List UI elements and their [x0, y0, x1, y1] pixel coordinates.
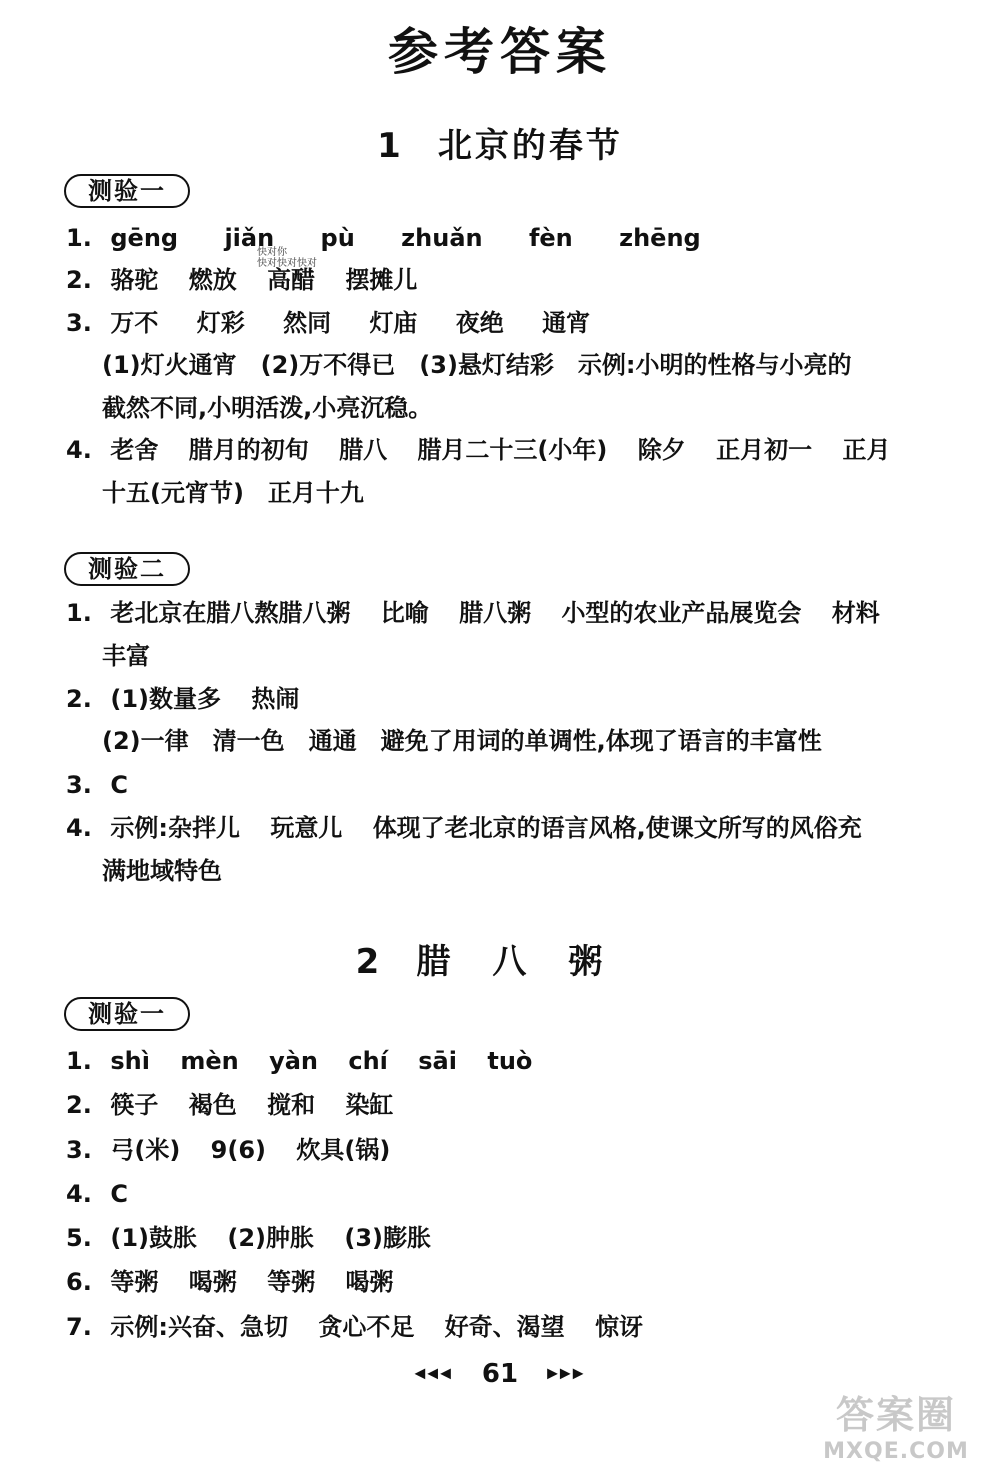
answer-item: 染缸: [345, 1091, 394, 1119]
answer-item: 喝粥: [188, 1268, 237, 1296]
answer-row: [66, 1089, 393, 1121]
answer-item: 示例:杂拌儿: [110, 814, 240, 842]
answer-item: 骆驼: [110, 266, 159, 294]
answer-item: 喝粥: [345, 1268, 394, 1296]
answer-row-continued: 丰富: [102, 642, 150, 670]
answer-item: C: [110, 1180, 128, 1208]
answer-item: zhēng: [619, 224, 701, 252]
answer-row: [66, 1134, 390, 1166]
answer-row-continued: 十五(元宵节) 正月十九: [102, 479, 364, 507]
answer-item: 炊具(锅): [296, 1136, 391, 1164]
answer-row: [66, 434, 890, 466]
page-title: 参考答案: [388, 23, 612, 81]
test-label-badge: 测验二: [64, 552, 190, 586]
question-number: 4.: [66, 814, 92, 842]
answer-row: [66, 1178, 128, 1210]
answer-item: 褐色: [188, 1091, 237, 1119]
stamp-line: 快对你: [257, 247, 287, 258]
question-number: 1.: [66, 599, 92, 627]
answer-row: [66, 769, 128, 801]
question-number: 5.: [66, 1224, 92, 1252]
answer-item: gēng: [110, 224, 179, 252]
answer-item: 比喻: [380, 599, 429, 627]
answer-item: 腊八: [339, 436, 388, 464]
answer-item: 腊月二十三(小年): [417, 436, 608, 464]
answer-item: 惊讶: [595, 1313, 644, 1341]
answer-item: (2)肿胀: [227, 1224, 314, 1252]
question-number: 2.: [66, 685, 92, 713]
question-number: 2.: [66, 266, 92, 294]
test-label-badge: 测验一: [64, 997, 190, 1031]
question-number: 3.: [66, 309, 92, 337]
answer-item: yàn: [269, 1047, 318, 1075]
test-label-badge: 测验一: [64, 174, 190, 208]
answer-item: 腊八粥: [459, 599, 532, 627]
answer-item: 灯庙: [369, 309, 418, 337]
answer-item: mèn: [180, 1047, 239, 1075]
page-number: 61: [481, 1358, 519, 1389]
question-number: 1.: [66, 1047, 92, 1075]
answer-item: fèn: [528, 224, 573, 252]
section-name: 北京的春节: [437, 126, 623, 166]
answer-item: chí: [348, 1047, 388, 1075]
question-number: 2.: [66, 1091, 92, 1119]
question-number: 4.: [66, 1180, 92, 1208]
section-name: 腊八粥: [416, 942, 645, 982]
answer-item: 摆摊儿: [345, 266, 418, 294]
answer-item: 等粥: [267, 1268, 316, 1296]
question-number: 7.: [66, 1313, 92, 1341]
answer-item: 通宵: [542, 309, 591, 337]
question-number: 3.: [66, 771, 92, 799]
answer-row-continued: 截然不同,小明活泼,小亮沉稳。: [102, 394, 433, 422]
watermark-url: MXQE.COM: [823, 1439, 969, 1464]
answer-item: jiǎn: [224, 224, 275, 252]
right-arrows-icon: ▶▶▶: [547, 1365, 586, 1382]
answer-item: 燃放: [188, 266, 237, 294]
answer-row: [66, 307, 590, 339]
answer-row: [66, 812, 862, 844]
answer-item: 正月初一: [716, 436, 813, 464]
answer-row: [66, 222, 701, 254]
answer-row-continued: 满地域特色: [102, 857, 222, 885]
answer-item: 好奇、渴望: [444, 1313, 565, 1341]
question-number: 6.: [66, 1268, 92, 1296]
answer-row: [66, 1045, 532, 1077]
answer-row-continued: (1)灯火通宵 (2)万不得已 (3)悬灯结彩 示例:小明的性格与小亮的: [102, 351, 852, 379]
answer-item: 正月: [842, 436, 891, 464]
answer-item: 老北京在腊八熬腊八粥: [110, 599, 351, 627]
answer-row-continued: (2)一律 清一色 通通 避免了用词的单调性,体现了语言的丰富性: [102, 727, 822, 755]
answer-item: 等粥: [110, 1268, 159, 1296]
answer-item: 灯彩: [196, 309, 245, 337]
answer-item: C: [110, 771, 128, 799]
answer-item: 搅和: [267, 1091, 316, 1119]
answer-item: shì: [110, 1047, 150, 1075]
answer-item: 小型的农业产品展览会: [561, 599, 802, 627]
answer-row: [66, 1266, 393, 1298]
stamp-line: 快对快对快对: [257, 258, 317, 269]
answer-item: 高醋: [267, 266, 316, 294]
section-number: 2: [355, 942, 383, 982]
left-arrows-icon: ◀◀◀: [414, 1365, 453, 1382]
answer-item: 热闹: [251, 685, 300, 713]
answer-row: [66, 597, 880, 629]
answer-row: [66, 264, 417, 296]
answer-item: tuò: [487, 1047, 533, 1075]
answer-item: 万不: [110, 309, 159, 337]
answer-item: zhuǎn: [401, 224, 483, 252]
answer-item: 除夕: [637, 436, 686, 464]
answer-item: 玩意儿: [270, 814, 343, 842]
watermark-text: 答案圈: [835, 1393, 956, 1437]
answer-row: [66, 683, 299, 715]
answer-item: sāi: [418, 1047, 457, 1075]
watermark-logo: [806, 1384, 986, 1464]
answer-item: (1)鼓胀: [110, 1224, 197, 1252]
section-2-title: [0, 934, 1000, 983]
answer-row: [66, 1311, 643, 1343]
answer-item: pù: [320, 224, 355, 252]
answer-item: 体现了老北京的语言风格,使课文所写的风俗充: [372, 814, 862, 842]
answer-item: 然同: [283, 309, 332, 337]
answer-item: (3)膨胀: [344, 1224, 431, 1252]
answer-item: 夜绝: [455, 309, 504, 337]
answer-item: 老舍: [110, 436, 159, 464]
question-number: 3.: [66, 1136, 92, 1164]
section-number: 1: [377, 126, 404, 166]
question-number: 4.: [66, 436, 92, 464]
answer-item: 腊月的初旬: [188, 436, 309, 464]
answer-row: [66, 1222, 431, 1254]
section-1-title: [0, 118, 1000, 167]
answer-item: (1)数量多: [110, 685, 221, 713]
answer-item: 9(6): [210, 1136, 266, 1164]
answer-item: 材料: [831, 599, 880, 627]
answer-item: 筷子: [110, 1091, 159, 1119]
answer-item: 示例:兴奋、急切: [110, 1313, 288, 1341]
answer-item: 弓(米): [110, 1136, 181, 1164]
answer-item: 贪心不足: [318, 1313, 415, 1341]
question-number: 1.: [66, 224, 92, 252]
